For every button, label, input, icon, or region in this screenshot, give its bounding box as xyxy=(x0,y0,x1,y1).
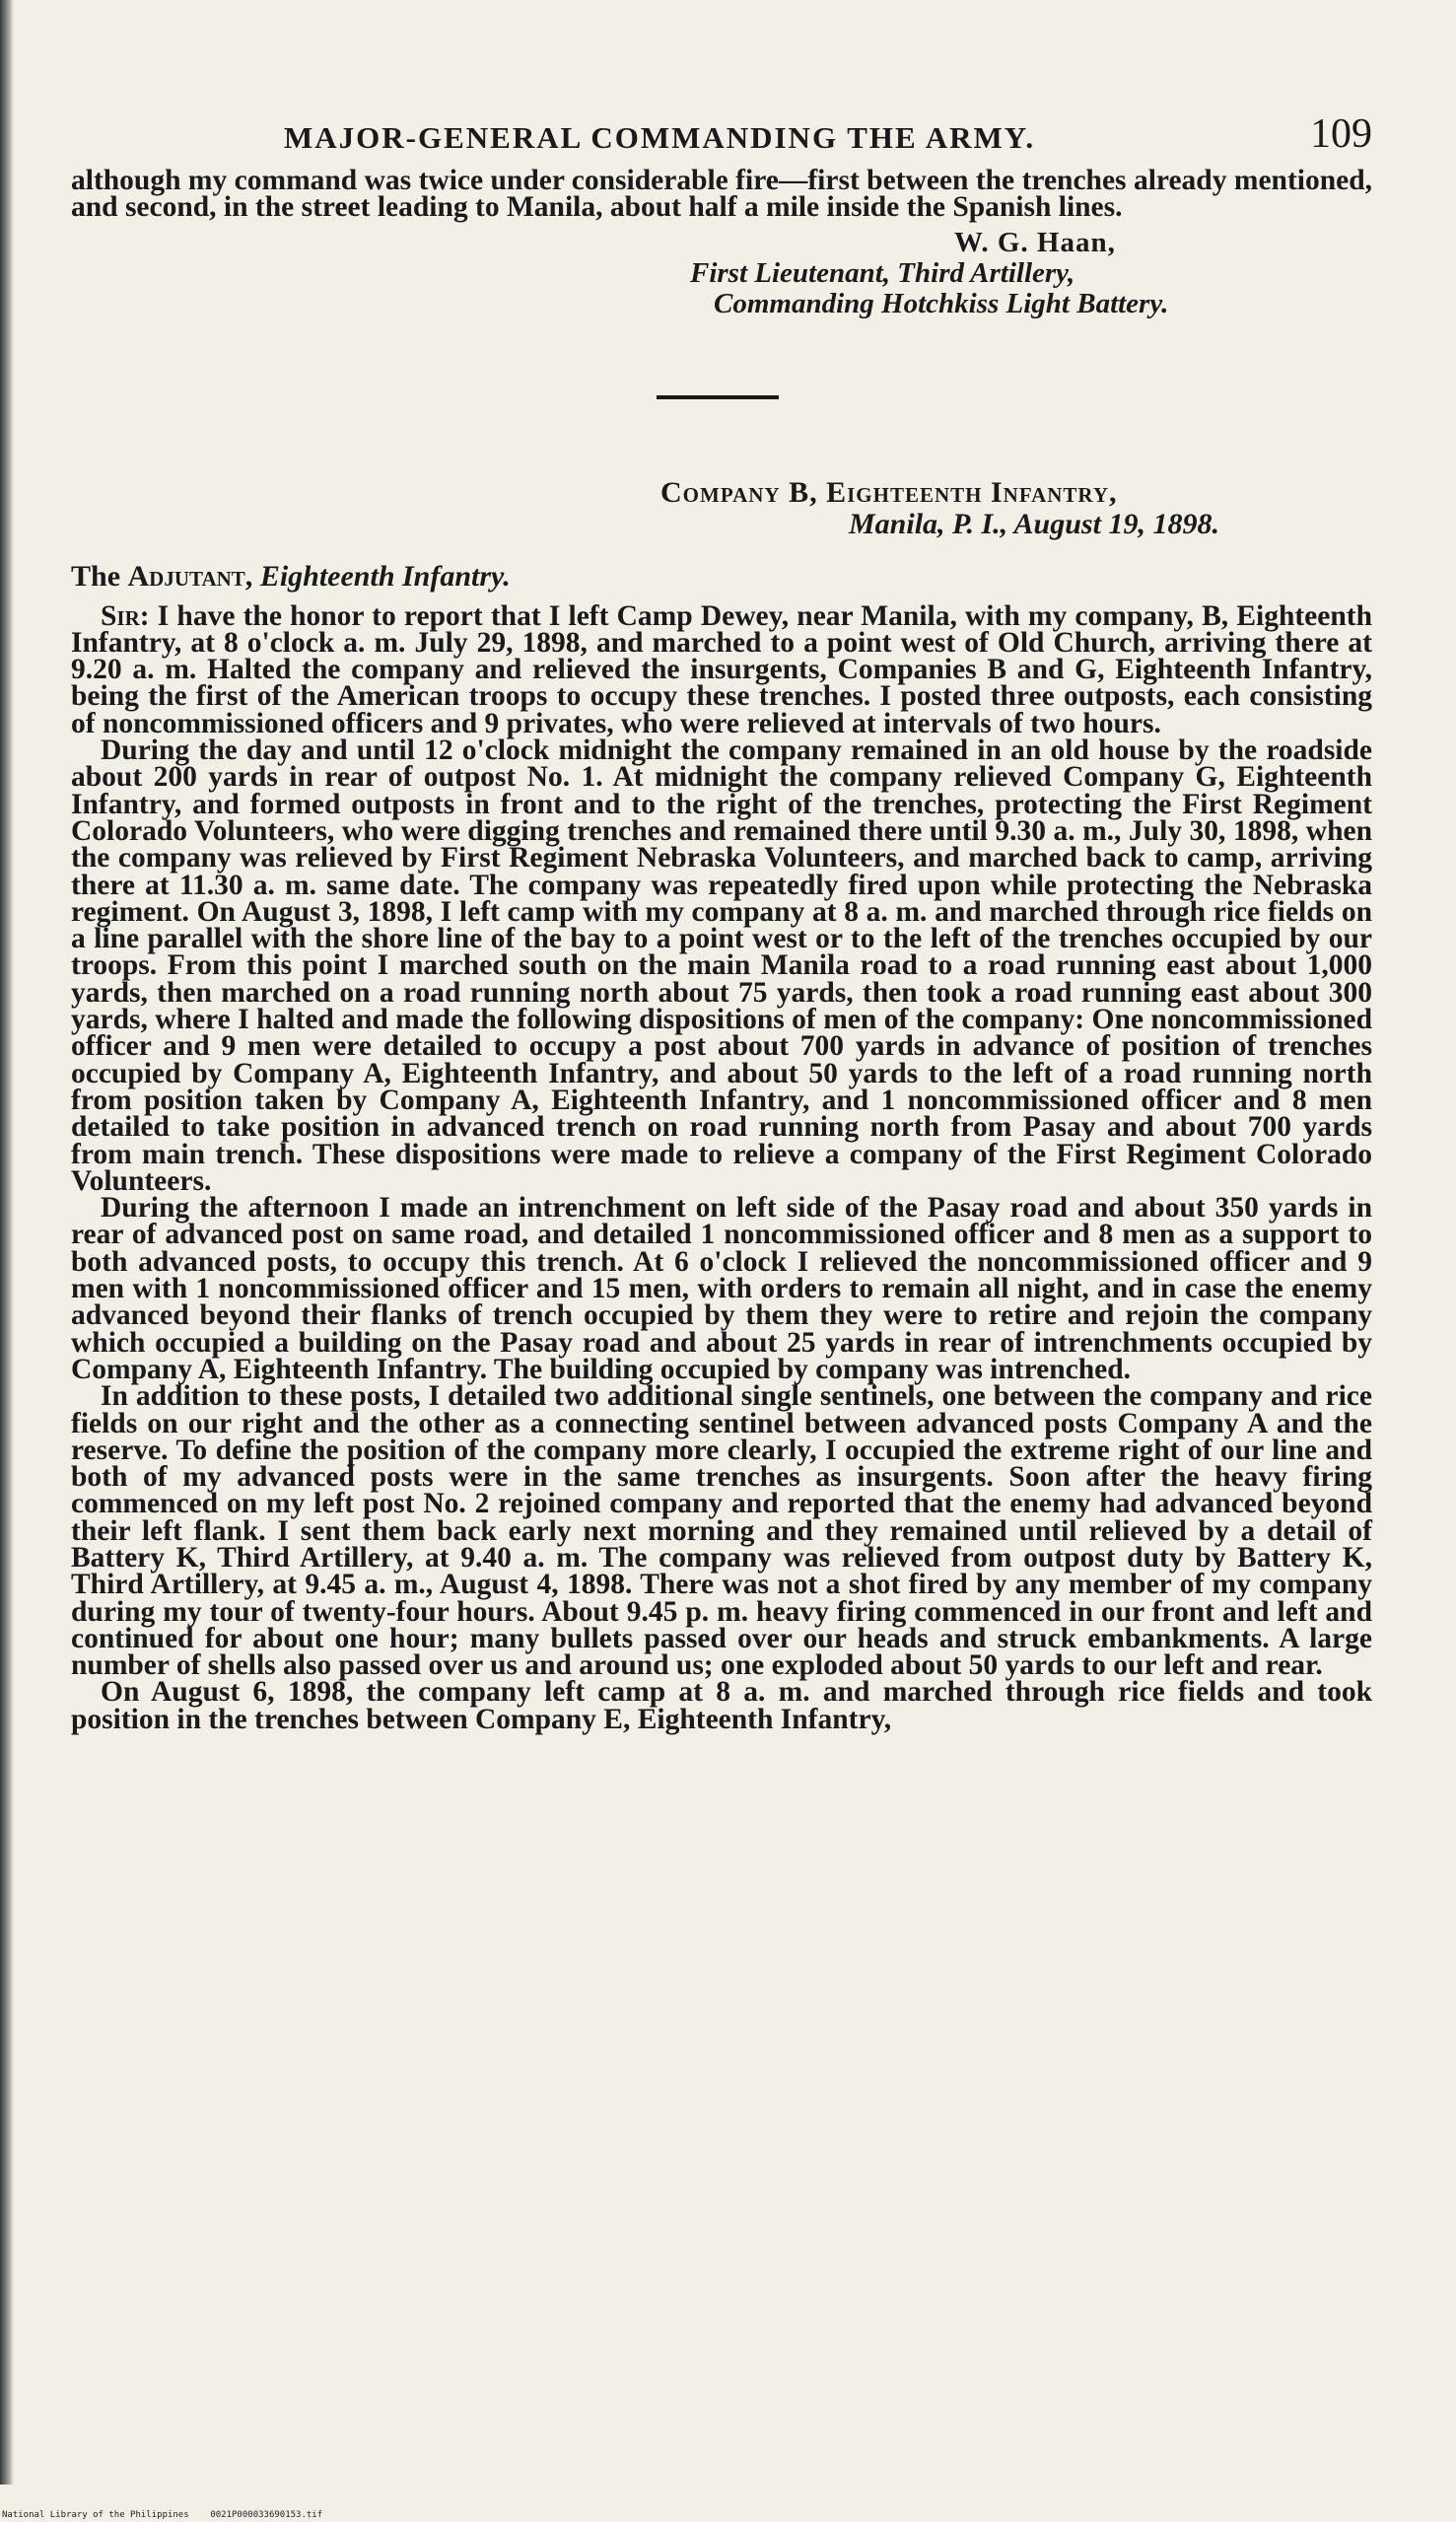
body-paragraph: On August 6, 1898, the company left camp at 8 a. m. and marched through rice fields and took position in the trenches between Company E, Eighteenth Infantry, xyxy=(71,1676,1372,1735)
body-paragraph: During the afternoon I made an intrenchment on left side of the Pasay road and about 350 yards in rear of advanced post on same road, and detailed 1 noncommissioned officer and 8 men as a support to both advanced posts, to occupy this trench. At 6 o'clock I relieved the noncommissioned officer and 9 men with 1 noncommissioned officer and 15 men, with orders to remain all night, and in case the enemy advanced beyond their flanks of trench occupied by them they were to retire and rejoin the company which occupied a building on the Pasay road and about 25 yards in rear of intrenchments occupied by Company A, Eighteenth Infantry. The building occupied by company was intrenched. xyxy=(71,1192,1372,1385)
addressee-unit: Eighteenth Infantry. xyxy=(259,559,511,593)
signature-title-line1: First Lieutenant, Third Artillery, xyxy=(690,256,1075,289)
signature-block xyxy=(71,228,1372,319)
scan-footer xyxy=(2,2510,322,2520)
footer-file-id: 0021P000033690153.tif xyxy=(210,2510,323,2520)
addressee-rank: Adjutant, xyxy=(127,559,253,593)
signature-name: W. G. Haan, xyxy=(954,226,1116,258)
salutation: Sir: xyxy=(101,599,150,632)
body-paragraph: In addition to these posts, I detailed two additional single sentinels, one between the company and rice fields on our right and the other as a connecting sentinel between advanced posts Company A and the reserve. To define the position of the company more clearly, I occupied the extreme right of our line and both of my advanced posts were in the same trenches as insurgents. Soon after the heavy firing commenced on my left post No. 2 rejoined company and reported that the enemy had advanced beyond their left flank. I sent them back early next morning and they remained until relieved by a detail of Battery K, Third Artillery, at 9.40 a. m. The company was relieved from outpost duty by Battery K, Third Artillery, at 9.45 a. m., August 4, 1898. There was not a shot fired by any member of my company during my tour of twenty-four hours. About 9.45 p. m. heavy firing commenced in our front and left and continued for about one hour; many bullets passed over our heads and struck embankments. A large number of shells also passed over us and around us; one exploded about 50 yards to our left and rear. xyxy=(71,1380,1372,1682)
body-paragraph: During the day and until 12 o'clock midnight the company remained in an old house by the roadside about 200 yards in rear of outpost No. 1. At midnight the company relieved Company G, Eighteenth Infantry, and formed outposts in front and to the right of the trenches, protecting the First Regiment Colorado Volunteers, who were digging trenches and remained there until 9.30 a. m., July 30, 1898, when the company was relieved by First Regiment Nebraska Volunteers, and marched back to camp, arriving there at 11.30 a. m. same date. The company was repeatedly fired upon while protecting the Nebraska regiment. On August 3, 1898, I left camp with my company at 8 a. m. and marched through rice fields on a line parallel with the shore line of the bay to a point west or to the left of the trenches occupied by our troops. From this point I marched south on the main Manila road to a road running east about 1,000 yards, then marched on a road running north about 75 yards, then took a road running east about 300 yards, where I halted and made the following dispositions of men of the company: One noncommissioned officer and 9 men were detailed to occupy a post about 700 yards in advance of position of trenches occupied by Company A, Eighteenth Infantry, and about 50 yards to the left of a road running north from position taken by Company A, Eighteenth Infantry, and 1 noncommissioned officer and 8 men detailed to take position in advanced trench on road running north from Pasay and about 700 yards from main trench. These dispositions were made to relieve a company of the First Regiment Colorado Volunteers. xyxy=(71,735,1372,1197)
signature-title-line2: Commanding Hotchkiss Light Battery. xyxy=(714,287,1169,319)
scan-binding-edge xyxy=(0,0,14,2485)
paragraph-text: I have the honor to report that I left Camp Dewey, near Manila, with my company, B, Eighteenth Infantry, at 8 o'clock a. m. July 29, 1898, and marched to a point west of Old Church, arriving there at 9.20 a. m. Halted the company and relieved the insurgents, Companies B and G, Eighteenth Infantry, being the first of the American troops to occupy these trenches. I posted three outposts, each consisting of noncommissioned officers and 9 privates, who were relieved at intervals of two hours. xyxy=(71,599,1372,739)
opening-paragraph: although my command was twice under considerable fire—first between the trenches already mentioned, and second, in the street leading to Manila, about half a mile inside the Spanish lines. xyxy=(71,165,1372,224)
addressee-prefix: The xyxy=(71,559,121,593)
running-header xyxy=(71,106,1372,168)
report-heading xyxy=(71,477,1372,540)
document-page xyxy=(71,106,1372,1733)
report-unit: Company B, Eighteenth Infantry, xyxy=(660,475,1118,509)
section-divider xyxy=(657,395,779,399)
report-place-date: Manila, P. I., August 19, 1898. xyxy=(849,507,1219,540)
addressee-line xyxy=(71,560,1372,594)
running-title: MAJOR-GENERAL COMMANDING THE ARMY. xyxy=(284,120,1036,155)
footer-library: National Library of the Philippines xyxy=(2,2510,189,2520)
body-paragraph xyxy=(71,599,1372,739)
page-number: 109 xyxy=(1310,111,1372,157)
